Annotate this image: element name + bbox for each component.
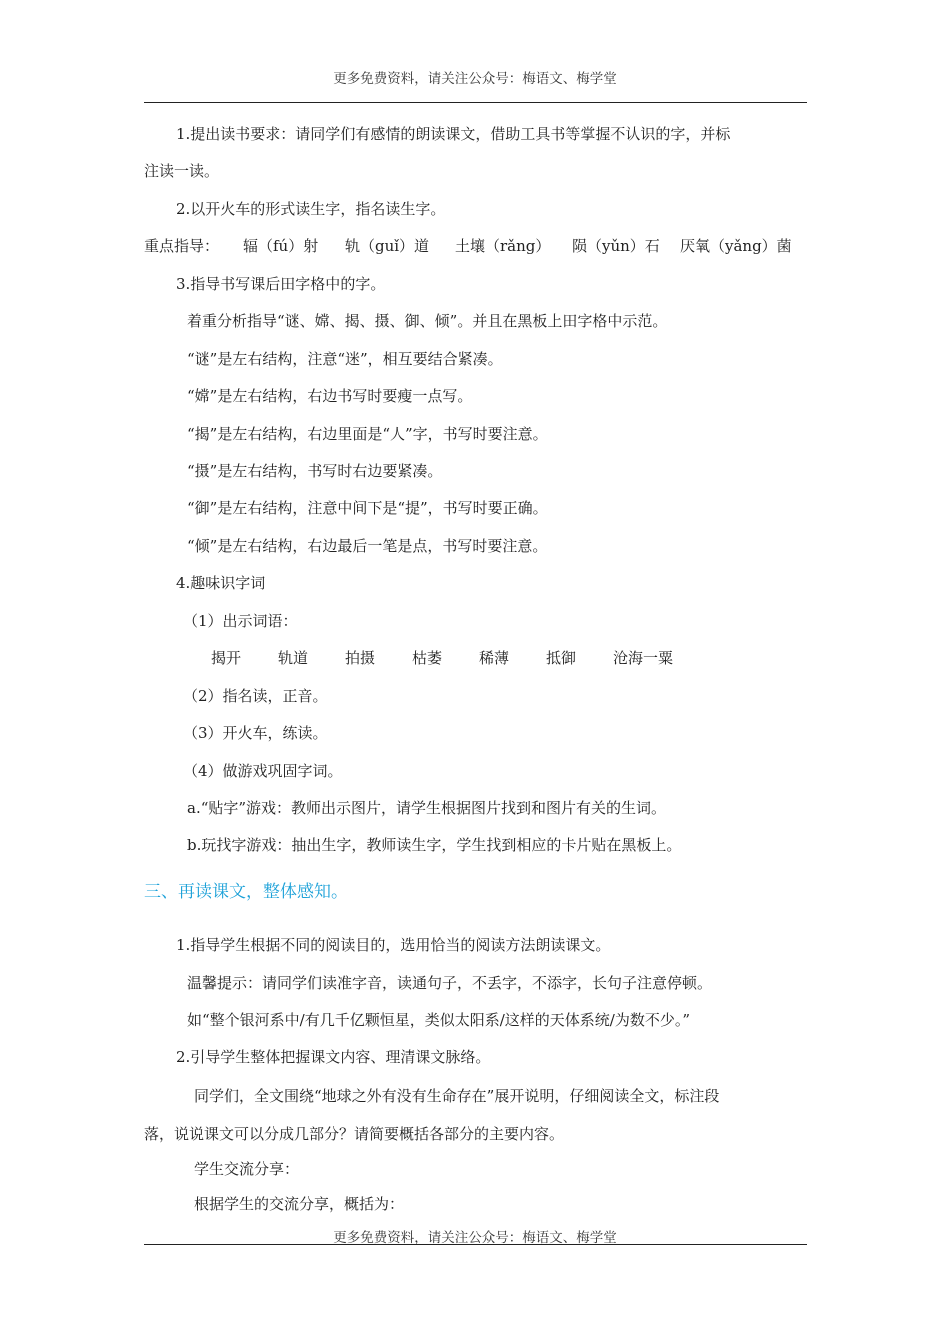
s3-paragraph-line-2: 落，说说课文可以分成几部分？请简要概括各部分的主要内容。 — [144, 1125, 565, 1143]
s3-example: 如“整个银河系中/有几千亿颗恒星，类似太阳系/这样的天体系统/为数不少。” — [187, 1011, 691, 1029]
char-note: “嫦”是左右结构，右边书写时要瘦一点写。 — [187, 387, 473, 405]
word-item: 揭开 — [211, 649, 242, 667]
char-note: “揭”是左右结构，右边里面是“人”字，书写时要注意。 — [187, 425, 548, 443]
item-1-line-2: 注读一读。 — [144, 162, 220, 180]
char-note: “倾”是左右结构，右边最后一笔是点，书写时要注意。 — [187, 537, 548, 555]
key-char-2: 轨（guǐ）道 — [345, 237, 430, 255]
sub-item-2: （2）指名读，正音。 — [183, 687, 328, 705]
word-item: 沧海一粟 — [613, 649, 674, 667]
key-char-5: 厌氧（yǎng）菌 — [680, 237, 792, 255]
item-1-line-1: 1.提出读书要求：请同学们有感情的朗读课文，借助工具书等掌握不认识的字，并标 — [176, 125, 731, 143]
key-char-4: 陨（yǔn）石 — [572, 237, 660, 255]
header-rule — [144, 102, 807, 103]
s3-item-2: 2.引导学生整体把握课文内容、理清课文脉络。 — [176, 1048, 491, 1066]
item-2: 2.以开火车的形式读生字，指名读生字。 — [176, 200, 446, 218]
word-item: 轨道 — [278, 649, 309, 667]
sub-item-3: （3）开火车，练读。 — [183, 724, 328, 742]
key-char-3: 土壤（rǎng） — [455, 237, 551, 255]
char-note: “谜”是左右结构，注意“迷”，相互要结合紧凑。 — [187, 350, 503, 368]
item-3: 3.指导书写课后田字格中的字。 — [176, 275, 386, 293]
game-b: b.玩找字游戏：抽出生字，教师读生字，学生找到相应的卡片贴在黑板上。 — [187, 836, 682, 854]
section-3-heading: 三、再读课文，整体感知。 — [144, 882, 348, 902]
game-a: a.“贴字”游戏：教师出示图片，请学生根据图片找到和图片有关的生词。 — [187, 799, 667, 817]
s3-paragraph-line-1: 同学们，全文围绕“地球之外有没有生命存在”展开说明，仔细阅读全文，标注段 — [194, 1087, 720, 1105]
s3-share: 学生交流分享： — [194, 1160, 300, 1178]
footer-rule — [144, 1244, 807, 1245]
analysis-line: 着重分析指导“谜、嫦、揭、摄、御、倾”。并且在黑板上田字格中示范。 — [187, 312, 668, 330]
sub-item-4: （4）做游戏巩固字词。 — [183, 762, 343, 780]
item-4: 4.趣味识字词 — [176, 574, 266, 592]
key-char-1: 辐（fú）射 — [243, 237, 319, 255]
key-guidance-label: 重点指导： — [144, 237, 220, 255]
word-item: 拍摄 — [345, 649, 376, 667]
word-item: 枯萎 — [412, 649, 443, 667]
s3-summary: 根据学生的交流分享，概括为： — [194, 1195, 405, 1213]
sub-item-1: （1）出示词语： — [183, 612, 298, 630]
word-item: 抵御 — [546, 649, 577, 667]
s3-tip: 温馨提示：请同学们读准字音，读通句子，不丢字，不添字，长句子注意停顿。 — [187, 974, 713, 992]
page-footer-text: 更多免费资料，请关注公众号：梅语文、梅学堂 — [333, 1230, 617, 1246]
s3-item-1: 1.指导学生根据不同的阅读目的，选用恰当的阅读方法朗读课文。 — [176, 936, 611, 954]
page-header-text: 更多免费资料，请关注公众号：梅语文、梅学堂 — [333, 71, 617, 87]
word-item: 稀薄 — [479, 649, 510, 667]
char-note: “御”是左右结构，注意中间下是“提”，书写时要正确。 — [187, 499, 548, 517]
char-note: “摄”是左右结构，书写时右边要紧凑。 — [187, 462, 443, 480]
